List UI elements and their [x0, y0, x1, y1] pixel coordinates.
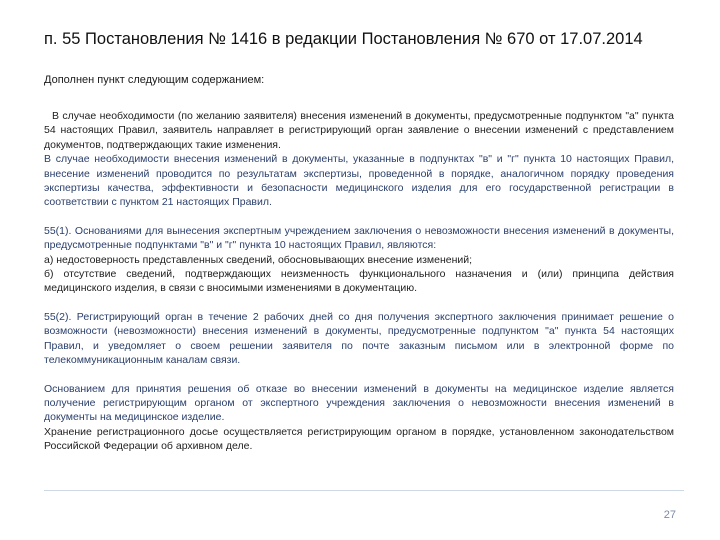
item-b: б) отсутствие сведений, подтверждающих неизменность функционального назначения и (или) принципа действия медицинского изделия, в связи с вносимыми изменениями в документацию. [44, 268, 674, 295]
paragraph-storage: Хранение регистрационного досье осуществляется регистрирующим органом в порядке, установленном законодательством Российской Федерации об архивном деле. [44, 425, 674, 453]
page-number: 27 [663, 509, 676, 521]
intro-text: Дополнен пункт следующим содержанием: [44, 74, 265, 86]
item-a: а) недостоверность представленных сведений, обосновывающих внесение изменений; [44, 253, 473, 266]
paragraph-1: В случае необходимости (по желанию заявителя) внесения изменений в документы, предусмотренные подпунктом "а" пункта 54 настоящих Правил, заявитель направляет в регистрирующий орган заявление о внесении изменений с представлением документов, подтверждающих такие изменения. [44, 110, 674, 151]
paragraph-refusal: Основанием для принятия решения об отказе во внесении изменений в документы на медицинское изделие является получение регистрирующим органом от экспертного учреждения заключения о невозможности внесения изменений в документы на медицинское изделие. [44, 382, 674, 424]
slide-body [44, 109, 674, 454]
paragraph-55-1: 55(1). Основаниями для вынесения экспертным учреждением заключения о невозможности внесения изменений в документы, предусмотренные подпунктами "в" и "г" пункта 10 настоящих Правил, являются: [44, 224, 674, 252]
page-footer [44, 490, 684, 521]
paragraph-55-2: 55(2). Регистрирующий орган в течение 2 рабочих дней со дня получения экспертного заключения принимает решение о возможности (невозможности) внесения изменений в документы, предусмотренные подпунктом "а" пункта 54 настоящих Правил, и уведомляет о своем решении заявителя по почте заказным письмом или в электронной форме по телекоммуникационным каналам связи. [44, 310, 674, 367]
slide-title: п. 55 Постановления № 1416 в редакции Постановления № 670 от 17.07.2014 [44, 30, 643, 48]
paragraph-2: В случае необходимости внесения изменений в документы, указанные в подпунктах "в" и "г" пункта 10 настоящих Правил, внесение изменений проводится по результатам экспертизы, проведенной в порядке, аналогичном порядку проведения экспертизы качества, эффективности и безопасности медицинского изделия для его государственной регистрации в соответствии с пунктом 21 настоящих Правил. [44, 153, 674, 209]
